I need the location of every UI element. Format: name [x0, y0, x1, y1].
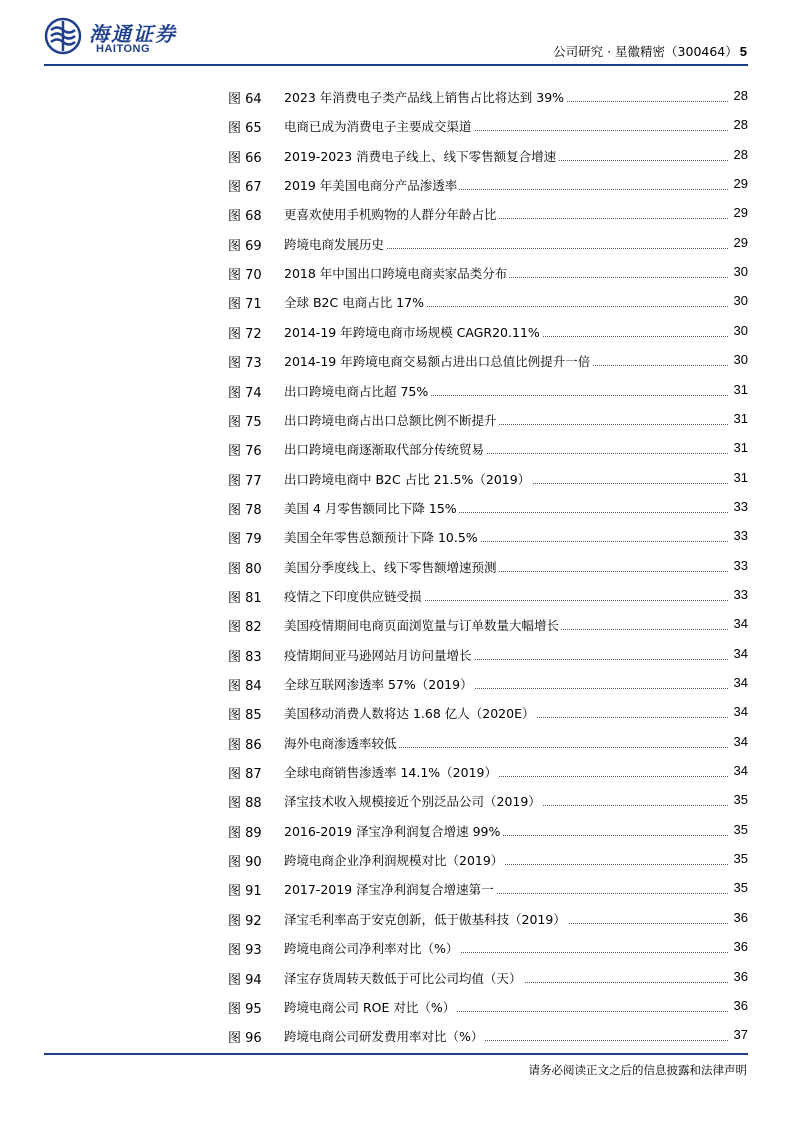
toc-figure-title: 出口跨境电商逐渐取代部分传统贸易	[284, 442, 485, 458]
report-title: 公司研究 · 星徽精密（300464）	[553, 44, 738, 59]
toc-figure-number: 图 96	[228, 1031, 262, 1047]
toc-figure-number: 图 65	[228, 121, 262, 137]
toc-figure-title: 泽宝技术收入规模接近个别泛品公司（2019）	[284, 794, 541, 810]
toc-figure-number: 图 76	[228, 444, 262, 460]
toc-page-number: 34	[733, 733, 748, 749]
toc-figure-number: 图 88	[228, 796, 262, 812]
toc-figure-number: 图 91	[228, 884, 262, 900]
toc-figure-number: 图 90	[228, 855, 262, 871]
toc-figure-number: 图 71	[228, 297, 262, 313]
toc-figure-number: 图 80	[228, 561, 262, 577]
toc-entry[interactable]	[228, 675, 748, 695]
toc-figure-title: 电商已成为消费电子主要成交渠道	[284, 119, 472, 135]
toc-page-number: 37	[733, 1027, 748, 1043]
toc-entry[interactable]	[228, 382, 748, 402]
toc-figure-number: 图 84	[228, 679, 262, 694]
toc-entry[interactable]	[228, 939, 748, 959]
toc-figure-title: 美国全年零售总额预计下降 10.5%	[284, 530, 478, 546]
toc-page-number: 33	[733, 498, 748, 514]
page-number: 5	[739, 44, 747, 59]
toc-page-number: 35	[733, 880, 748, 896]
toc-figure-number: 图 73	[228, 356, 262, 372]
toc-entry[interactable]	[228, 528, 748, 548]
toc-figure-number: 图 77	[228, 473, 262, 489]
toc-figure-title: 出口跨境电商占比超 75%	[284, 383, 429, 399]
toc-figure-title: 疫情期间亚马逊网站月访问量增长	[284, 647, 472, 663]
toc-entry[interactable]	[228, 264, 748, 284]
toc-entry[interactable]	[228, 205, 748, 225]
toc-figure-number: 图 81	[228, 590, 262, 606]
toc-page-number: 30	[733, 264, 748, 280]
footer-disclaimer: 请务必阅读正文之后的信息披露和法律声明	[528, 1063, 747, 1077]
toc-entry[interactable]	[228, 352, 748, 372]
toc-entry[interactable]	[228, 880, 748, 900]
toc-entry[interactable]	[228, 88, 748, 108]
footer-divider	[44, 1053, 748, 1055]
toc-page-number: 30	[733, 293, 748, 309]
toc-entry[interactable]	[228, 235, 748, 255]
toc-figure-title: 2014-19 年跨境电商市场规模 CAGR20.11%	[284, 324, 540, 340]
toc-figure-title: 美国分季度线上、线下零售额增速预测	[284, 559, 497, 575]
header-divider	[44, 64, 748, 66]
toc-page-number: 35	[733, 792, 748, 808]
toc-page-number: 36	[733, 997, 748, 1013]
toc-page-number: 33	[733, 586, 748, 602]
toc-figure-title: 美国移动消费人数将达 1.68 亿人（2020E）	[284, 706, 535, 722]
toc-figure-title: 2014-19 年跨境电商交易额占进出口总值比例提升一倍	[284, 354, 591, 370]
toc-figure-title: 2016-2019 泽宝净利润复合增速 99%	[284, 823, 501, 839]
toc-figure-title: 2023 年消费电子类产品线上销售占比将达到 39%	[284, 90, 565, 105]
toc-figure-title: 泽宝毛利率高于安克创新，低于傲基科技（2019）	[284, 911, 566, 927]
toc-entry[interactable]	[228, 998, 748, 1018]
toc-page-number: 36	[733, 909, 748, 925]
toc-entry[interactable]	[228, 411, 748, 431]
toc-figure-title: 全球电商销售渗透率 14.1%（2019）	[284, 765, 497, 781]
toc-page-number: 34	[733, 704, 748, 720]
toc-figure-number: 图 92	[228, 913, 262, 929]
toc-entry[interactable]	[228, 851, 748, 871]
toc-figure-number: 图 68	[228, 209, 262, 225]
toc-figure-title: 疫情之下印度供应链受损	[284, 588, 422, 604]
toc-entry[interactable]	[228, 910, 748, 930]
toc-page-number: 29	[733, 234, 748, 250]
toc-figure-number: 图 72	[228, 326, 262, 342]
toc-page-number: 33	[733, 557, 748, 573]
toc-entry[interactable]	[228, 117, 748, 137]
toc-entry[interactable]	[228, 323, 748, 343]
toc-page-number: 28	[733, 88, 748, 103]
toc-entry[interactable]	[228, 440, 748, 460]
toc-page-number: 28	[733, 117, 748, 133]
toc-figure-title: 2017-2019 泽宝净利润复合增速第一	[284, 882, 494, 898]
haitong-logo-icon	[44, 17, 82, 55]
toc-figure-number: 图 79	[228, 532, 262, 548]
logo-english-name: HAITONG	[96, 43, 151, 55]
toc-figure-number: 图 82	[228, 620, 262, 636]
toc-figure-title: 海外电商渗透率较低	[284, 735, 397, 751]
toc-figure-number: 图 69	[228, 238, 262, 254]
page-header	[0, 0, 793, 70]
toc-page-number: 36	[733, 968, 748, 984]
toc-figure-number: 图 74	[228, 385, 262, 401]
toc-entry[interactable]	[228, 147, 748, 167]
toc-figure-title: 全球互联网渗透率 57%（2019）	[284, 677, 473, 692]
toc-page-number: 31	[733, 440, 748, 456]
haitong-logo	[44, 14, 194, 60]
toc-figure-number: 图 70	[228, 268, 262, 284]
report-info	[553, 42, 747, 60]
toc-figure-number: 图 83	[228, 649, 262, 665]
toc-page-number: 34	[733, 763, 748, 779]
toc-page-number: 35	[733, 851, 748, 867]
toc-entry[interactable]	[228, 969, 748, 989]
toc-page-number: 29	[733, 205, 748, 221]
toc-figure-title: 2019 年美国电商分产品渗透率	[284, 178, 458, 194]
toc-page-number: 34	[733, 645, 748, 661]
toc-entry[interactable]	[228, 293, 748, 313]
toc-figure-number: 图 85	[228, 708, 262, 724]
toc-figure-title: 跨境电商公司净利率对比（%）	[284, 941, 459, 957]
toc-entry[interactable]	[228, 616, 748, 636]
toc-figure-title: 跨境电商发展历史	[284, 236, 385, 252]
toc-figure-number: 图 95	[228, 1001, 262, 1017]
toc-figure-title: 出口跨境电商占出口总额比例不断提升	[284, 412, 497, 428]
toc-entry[interactable]	[228, 792, 748, 812]
toc-figure-number: 图 75	[228, 414, 262, 430]
toc-figure-title: 美国疫情期间电商页面浏览量与订单数量大幅增长	[284, 618, 560, 634]
toc-figure-title: 全球 B2C 电商占比 17%	[284, 295, 424, 311]
toc-page-number: 31	[733, 469, 748, 485]
toc-figure-title: 2019-2023 消费电子线上、线下零售额复合增速	[284, 148, 557, 164]
toc-figure-number: 图 67	[228, 180, 262, 196]
toc-page-number: 31	[733, 381, 748, 397]
toc-entry[interactable]	[228, 734, 748, 754]
toc-entry[interactable]	[228, 822, 748, 842]
toc-figure-title: 跨境电商公司 ROE 对比（%）	[284, 999, 456, 1015]
toc-figure-title: 更喜欢使用手机购物的人群分年龄占比	[284, 207, 497, 223]
toc-entry[interactable]	[228, 587, 748, 607]
toc-page-number: 36	[733, 939, 748, 955]
toc-figure-title: 跨境电商公司研发费用率对比（%）	[284, 1029, 484, 1045]
toc-page-number: 29	[733, 176, 748, 192]
toc-figure-number: 图 87	[228, 767, 262, 783]
toc-figure-title: 泽宝存货周转天数低于可比公司均值（天）	[284, 970, 522, 986]
toc-entry[interactable]	[228, 763, 748, 783]
toc-page-number: 33	[733, 528, 748, 544]
toc-figure-title: 美国 4 月零售额同比下降 15%	[284, 500, 457, 516]
toc-page-number: 30	[733, 322, 748, 338]
logo-chinese-name: 海通证券	[89, 22, 177, 46]
toc-entry[interactable]	[228, 646, 748, 666]
toc-page-number: 31	[733, 410, 748, 426]
toc-entry[interactable]	[228, 499, 748, 519]
toc-page-number: 35	[733, 821, 748, 837]
toc-figure-number: 图 94	[228, 972, 262, 988]
toc-figure-number: 图 64	[228, 92, 262, 107]
toc-entry[interactable]	[228, 470, 748, 490]
toc-figure-title: 跨境电商企业净利润规模对比（2019）	[284, 853, 504, 869]
toc-figure-number: 图 78	[228, 502, 262, 518]
toc-figure-title: 2018 年中国出口跨境电商卖家品类分布	[284, 266, 508, 282]
toc-figure-number: 图 93	[228, 943, 262, 959]
toc-figure-number: 图 86	[228, 737, 262, 753]
toc-figure-number: 图 66	[228, 150, 262, 166]
toc-entry[interactable]	[228, 558, 748, 578]
toc-page-number: 30	[733, 352, 748, 368]
toc-figure-number: 图 89	[228, 825, 262, 841]
toc-figure-title: 出口跨境电商中 B2C 占比 21.5%（2019）	[284, 471, 531, 487]
toc-page-number: 28	[733, 146, 748, 162]
toc-page-number: 34	[733, 616, 748, 632]
toc-page-number: 34	[733, 675, 748, 690]
toc-entry[interactable]	[228, 704, 748, 724]
toc-entry[interactable]	[228, 1027, 748, 1047]
toc-entry[interactable]	[228, 176, 748, 196]
